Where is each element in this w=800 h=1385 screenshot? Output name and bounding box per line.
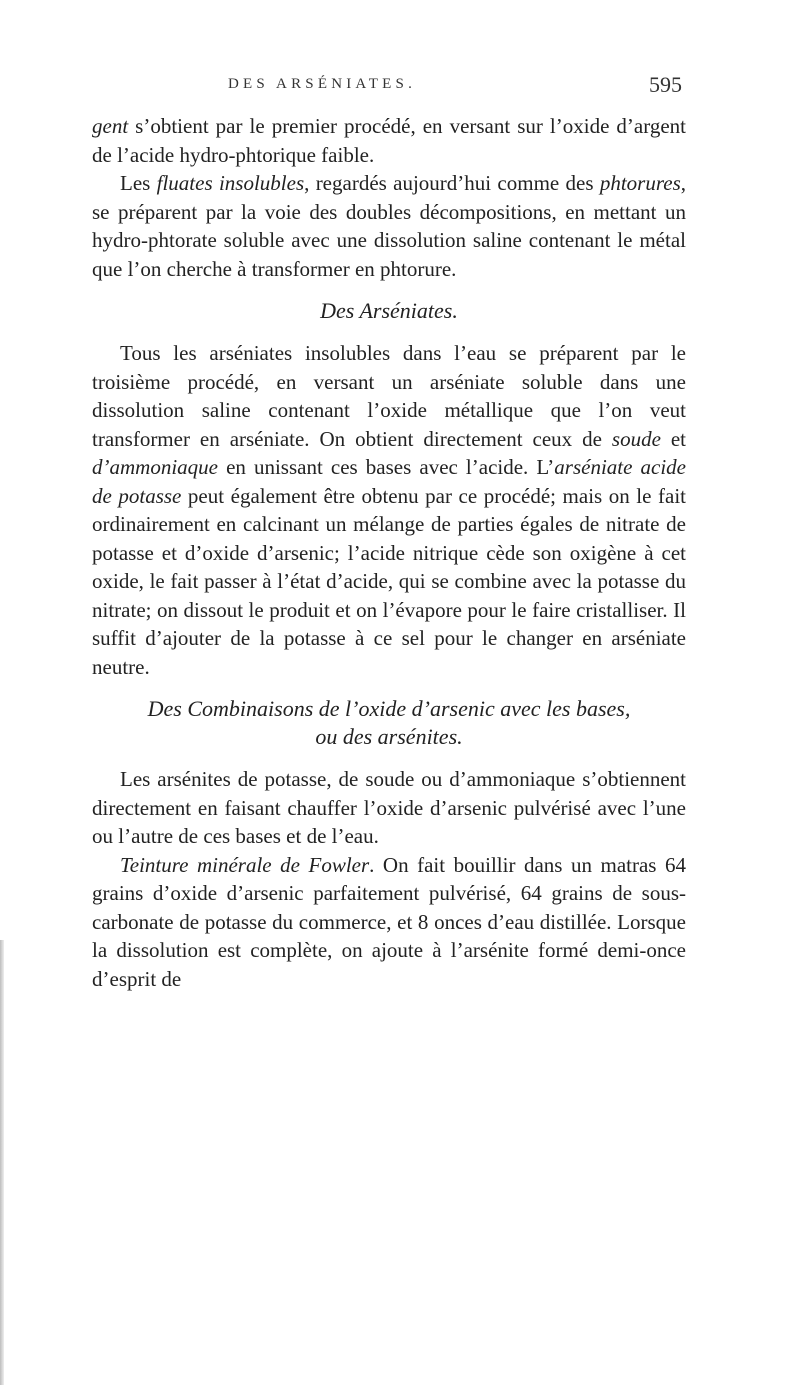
paragraph-text: en unissant ces bases avec l’acide. L’	[217, 455, 555, 479]
italic-term: arséniate acide de potasse	[92, 455, 686, 508]
italic-term: fluates insolubles	[156, 171, 305, 195]
running-head: DES ARSÉNIATES.	[228, 76, 417, 92]
paragraph-text: s’obtient par le premier procédé, en versant sur l’oxide d’argent de l’acide hydro-phtorique faible.	[92, 114, 686, 167]
paragraph-arsenites: Les arsénites de potasse, de soude ou d’ammoniaque s’obtiennent directement en faisant chauffer l’oxide d’arsenic pulvérisé avec l’une ou l’autre de ces bases et de l’eau.	[92, 767, 686, 848]
paragraph-text: . On fait bouillir dans un matras 64 grains d’oxide d’arsenic parfaitement pulvérisé, 64 grains de sous-carbonate de potasse du commerce, et 8 onces d’eau distillée. Lorsque la dissolution est complète, on ajoute à l’arsénite formé demi-once d’esprit de	[92, 852, 686, 991]
italic-term: soude	[611, 426, 661, 451]
page-edge-shadow	[0, 940, 4, 1385]
paragraph-text: , regardés aujourd’hui comme des	[304, 171, 600, 195]
section-heading-arseniates: Des Arséniates.	[320, 298, 458, 323]
paragraph-fowler	[92, 851, 686, 994]
italic-term: phtorures	[599, 171, 681, 195]
section-heading-arsenites	[92, 695, 686, 751]
page-body	[92, 112, 686, 993]
page-number: 595	[649, 72, 682, 97]
paragraph-text: et	[660, 426, 687, 451]
italic-term: Teinture minérale de Fowler	[120, 852, 370, 877]
paragraph-fluates-insolubles	[92, 169, 686, 283]
page-header	[228, 72, 682, 106]
italic-term: d’ammoniaque	[92, 455, 218, 479]
paragraph-text: peut également être obtenu par ce procédé; mais on le fait ordinairement en calcinant un mélange de parties égales de nitrate de potasse et d’oxide d’arsenic; l’acide nitrique cède son oxigène à cet oxide, le fait passer à l’état d’acide, qui se combine avec la potasse du nitrate; on dissout le produit et on l’évapore pour le faire cristalliser. Il suffit d’ajouter de la potasse à ce sel pour le changer en arséniate neutre.	[92, 483, 686, 679]
paragraph-arseniates	[92, 339, 686, 681]
paragraph-fluates-continued	[92, 112, 686, 169]
heading-line: Des Combinaisons de l’oxide d’arsenic avec les bases,	[147, 696, 631, 721]
paragraph-text: Les	[120, 171, 157, 195]
paragraph-text: , se préparent par la voie des doubles décompositions, en mettant un hydro-phtorate soluble avec une dissolution saline contenant le métal que l’on cherche à transformer en phtorure.	[92, 171, 686, 281]
paragraph-text: Tous les arséniates insolubles dans l’eau se préparent par le troisième procédé, en versant un arséniate soluble dans une dissolution saline contenant l’oxide métallique que l’on veut transformer en arséniate. On obtient directement ceux de	[92, 341, 686, 451]
heading-line: ou des arsénites.	[315, 724, 463, 749]
italic-term: gent	[92, 114, 129, 138]
